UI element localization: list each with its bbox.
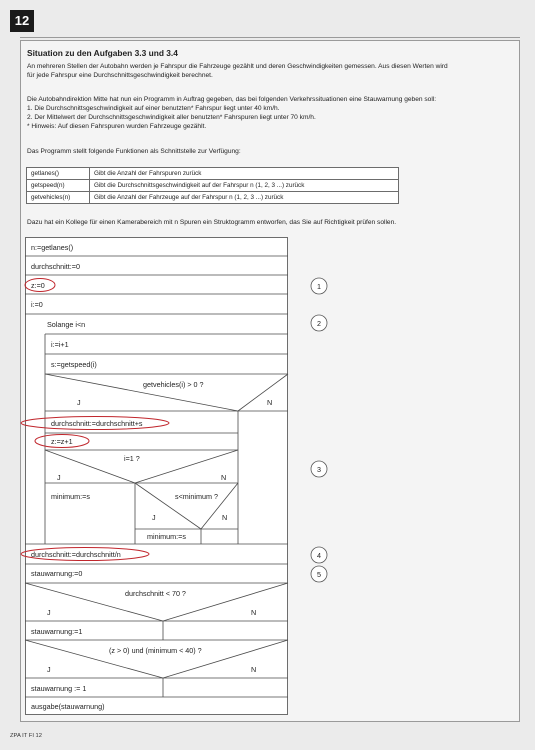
stmt-minimum-update: minimum:=s xyxy=(147,532,186,541)
condition-getvehicles: getvehicles(i) > 0 ? xyxy=(143,380,204,389)
cond2-yes: J xyxy=(57,473,61,482)
marker-3: 3 xyxy=(317,465,321,474)
cond3-no: N xyxy=(222,513,228,522)
stmt-getspeed: s:=getspeed(i) xyxy=(51,360,97,369)
stmt-i-init: i:=0 xyxy=(31,300,43,309)
marker-4: 4 xyxy=(317,551,321,560)
stmt-ausgabe: ausgabe(stauwarnung) xyxy=(31,702,105,711)
cond4-no: N xyxy=(251,608,257,617)
task-line-1: Die Autobahndirektion Mitte hat nun ein Programm in Auftrag gegeben, das bei folgenden Verkehrssituationen eine Stauwarnung geben soll: xyxy=(27,96,437,103)
stmt-z-increment: z:=z+1 xyxy=(51,437,73,446)
function-desc: Gibt die Anzahl der Fahrzeuge auf der Fahrspur n (1, 2, 3 ...) zurück xyxy=(90,192,399,204)
stmt-minimum-first: minimum:=s xyxy=(51,492,90,501)
cond5-no: N xyxy=(251,665,257,674)
struktogramm xyxy=(25,237,321,720)
condition-i-eq-1: i=1 ? xyxy=(124,454,140,463)
cond4-yes: J xyxy=(47,608,51,617)
intro-line-1: An mehreren Stellen der Autobahn werden je Fahrspur die Fahrzeuge gezählt und deren Geschwindigkeiten gemessen. Aus diesen Werten wird xyxy=(27,63,448,70)
task-line-2: 1. Die Durchschnittsgeschwindigkeit auf einer benutzten* Fahrspur liegt unter 40 km/h. xyxy=(27,105,280,112)
function-table xyxy=(26,167,399,204)
page-number-badge: 12 xyxy=(10,10,34,32)
stmt-z-init: z:=0 xyxy=(31,281,45,290)
table-row xyxy=(27,168,399,180)
function-name: getvehicles(n) xyxy=(27,192,90,204)
function-name: getlanes() xyxy=(27,168,90,180)
function-desc: Gibt die Anzahl der Fahrspuren zurück xyxy=(90,168,399,180)
stmt-stauwarnung-set-2: stauwarnung := 1 xyxy=(31,684,87,693)
table-row xyxy=(27,192,399,204)
intro-line-2: für jede Fahrspur eine Durchschnittsgeschwindigkeit berechnet. xyxy=(27,72,213,79)
condition-durchschnitt-lt-70: durchschnitt < 70 ? xyxy=(125,589,186,598)
stmt-stauwarnung-init: stauwarnung:=0 xyxy=(31,569,83,578)
marker-5: 5 xyxy=(317,570,321,579)
marker-1: 1 xyxy=(317,282,321,291)
interface-intro: Das Programm stellt folgende Funktionen als Schnittstelle zur Verfügung: xyxy=(27,148,241,155)
cond1-yes: J xyxy=(77,398,81,407)
task-line-3: 2. Der Mittelwert der Durchschnittsgeschwindigkeit aller benutzten* Fahrspuren liegt unter 70 km/h. xyxy=(27,114,316,121)
table-row xyxy=(27,180,399,192)
top-rule xyxy=(20,37,520,38)
colleague-note: Dazu hat ein Kollege für einen Kamerabereich mit n Spuren ein Struktogramm entworfen, das Sie auf Richtigkeit prüfen sollen. xyxy=(27,219,397,226)
cond5-yes: J xyxy=(47,665,51,674)
stmt-durchschnitt-init: durchschnitt:=0 xyxy=(31,262,80,271)
function-name: getspeed(n) xyxy=(27,180,90,192)
stmt-durchschnitt-add: durchschnitt:=durchschnitt+s xyxy=(51,419,143,428)
task-line-4: * Hinweis: Auf diesen Fahrspuren wurden Fahrzeuge gezählt. xyxy=(27,123,207,130)
page-footer: ZPA IT FI 12 xyxy=(10,733,43,739)
cond3-yes: J xyxy=(152,513,156,522)
stmt-getlanes: n:=getlanes() xyxy=(31,243,74,252)
stmt-stauwarnung-set-1: stauwarnung:=1 xyxy=(31,627,83,636)
function-desc: Gibt die Durchschnittsgeschwindigkeit auf der Fahrspur n (1, 2, 3 ...) zurück xyxy=(90,180,399,192)
loop-header: Solange i<n xyxy=(47,320,86,329)
cond1-no: N xyxy=(267,398,273,407)
condition-z-and-minimum: (z > 0) und (minimum < 40) ? xyxy=(109,646,202,655)
marker-2: 2 xyxy=(317,319,321,328)
stmt-i-increment: i:=i+1 xyxy=(51,340,69,349)
stmt-durchschnitt-divide: durchschnitt:=durchschnitt/n xyxy=(31,550,121,559)
condition-s-lt-minimum: s<minimum ? xyxy=(175,492,218,501)
section-heading: Situation zu den Aufgaben 3.3 und 3.4 xyxy=(27,48,178,58)
cond2-no: N xyxy=(221,473,227,482)
